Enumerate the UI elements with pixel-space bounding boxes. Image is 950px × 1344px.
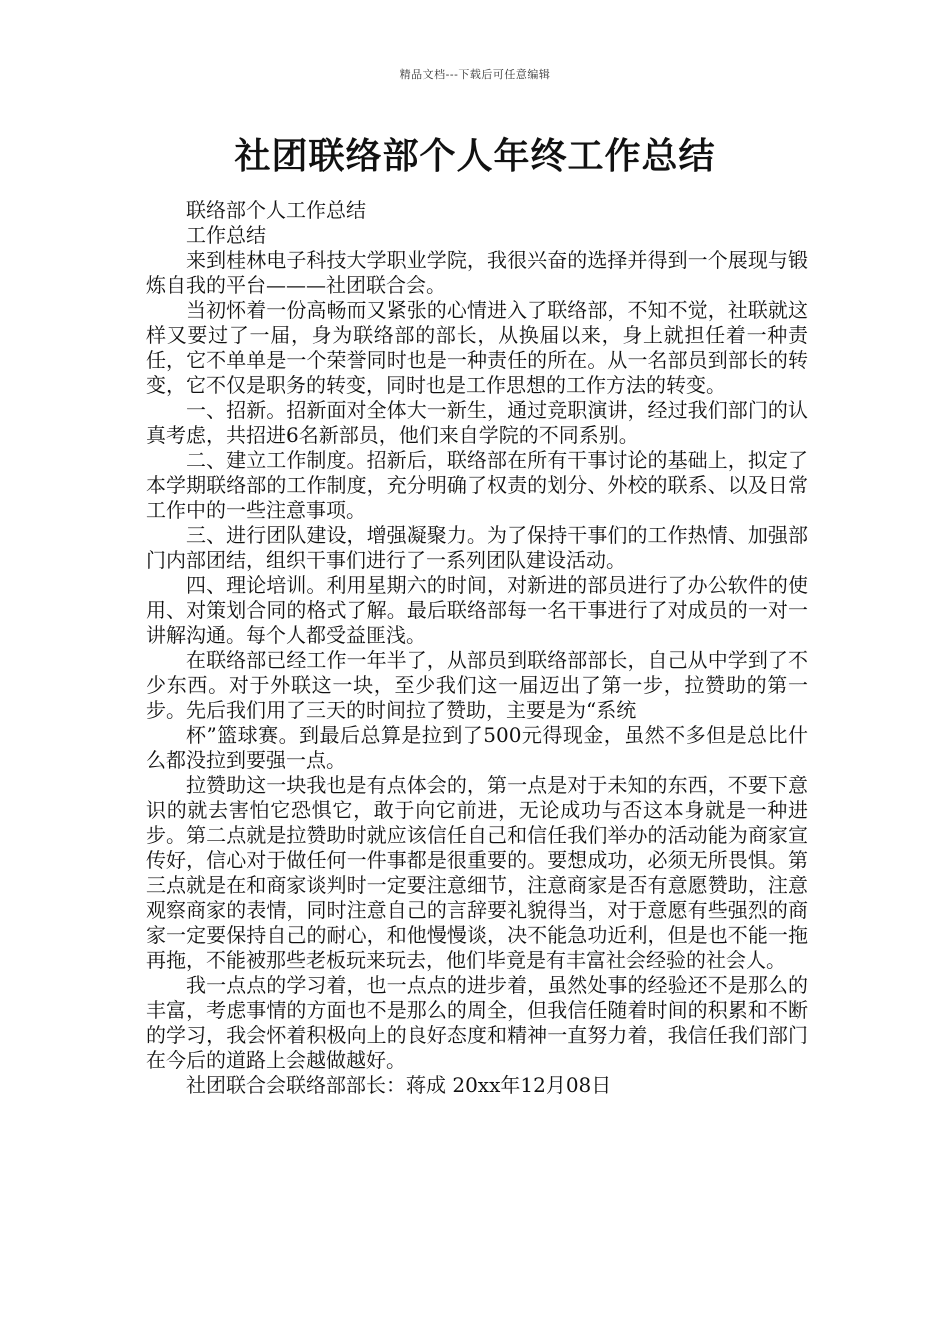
paragraph-recruitment: 一、招新。招新面对全体大一新生，通过竞职演讲，经过我们部门的认真考虑，共招进6名新部员，他们来自学院的不同系别。 xyxy=(146,398,808,447)
paragraph-sponsorship-result: 杯”篮球赛。到最后总算是拉到了500元得现金，虽然不多但是总比什么都没拉到要强一点。 xyxy=(146,723,808,772)
paragraph-training: 四、理论培训。利用星期六的时间，对新进的部员进行了办公软件的使用、对策划合同的格式了解。最后联络部每一名干事进行了对成员的一对一讲解沟通。每个人都受益匪浅。 xyxy=(146,573,808,647)
paragraph-conclusion: 我一点点的学习着，也一点点的进步着，虽然处事的经验还不是那么的丰富，考虑事情的方面也不是那么的周全，但我信任随着时间的积累和不断的学习，我会怀着积极向上的良好态度和精神一直努力着，我信任我们部门在今后的道路上会越做越好。 xyxy=(146,973,808,1072)
paragraph-sponsorship: 在联络部已经工作一年半了，从部员到联络部部长，自己从中学到了不少东西。对于外联这一块，至少我们这一届迈出了第一步，拉赞助的第一步。先后我们用了三天的时间拉了赞助，主要是为“系统 xyxy=(146,648,808,722)
paragraph-responsibility: 当初怀着一份高畅而又紧张的心情进入了联络部，不知不觉，社联就这样又要过了一届，身为联络部的部长，从换届以来，身上就担任着一种责任，它不单单是一个荣誉同时也是一种责任的所在。从一名部员到部长的转变，它不仅是职务的转变，同时也是工作思想的工作方法的转变。 xyxy=(146,298,808,397)
paragraph-signature: 社团联合会联络部部长：蒋成 20xx年12月08日 xyxy=(186,1073,612,1097)
page-header-note: 精品文档---下载后可任意编辑 xyxy=(399,68,551,81)
paragraph-intro: 来到桂林电子科技大学职业学院，我很兴奋的选择并得到一个展现与锻炼自我的平台———社团联合会。 xyxy=(146,248,808,297)
paragraph-subtitle-department: 联络部个人工作总结 xyxy=(186,198,366,222)
document-title: 社团联络部个人年终工作总结 xyxy=(234,135,716,177)
paragraph-subtitle-summary: 工作总结 xyxy=(186,223,266,247)
paragraph-experience: 拉赞助这一块我也是有点体会的，第一点是对于未知的东西，不要下意识的就去害怕它恐惧它，敢于向它前进，无论成功与否这本身就是一种进步。第二点就是拉赞助时就应该信任自己和信任我们举办的活动能为商家宣传好，信心对于做任何一件事都是很重要的。要想成功，必须无所畏惧。第三点就是在和商家谈判时一定要注意细节，注意商家是否有意愿赞助，注意观察商家的表情，同时注意自己的言辞要礼貌得当，对于意愿有些强烈的商家一定要保持自己的耐心，和他慢慢谈，决不能急功近利，但是也不能一拖再拖，不能被那些老板玩来玩去，他们毕竟是有丰富社会经验的社会人。 xyxy=(146,773,808,972)
paragraph-team-building: 三、进行团队建设，增强凝聚力。为了保持干事们的工作热情、加强部门内部团结，组织干事们进行了一系列团队建设活动。 xyxy=(146,523,808,572)
paragraph-work-system: 二、建立工作制度。招新后，联络部在所有干事讨论的基础上，拟定了本学期联络部的工作制度，充分明确了权责的划分、外校的联系、以及日常工作中的一些注意事项。 xyxy=(146,448,808,522)
document-body xyxy=(146,198,808,1098)
